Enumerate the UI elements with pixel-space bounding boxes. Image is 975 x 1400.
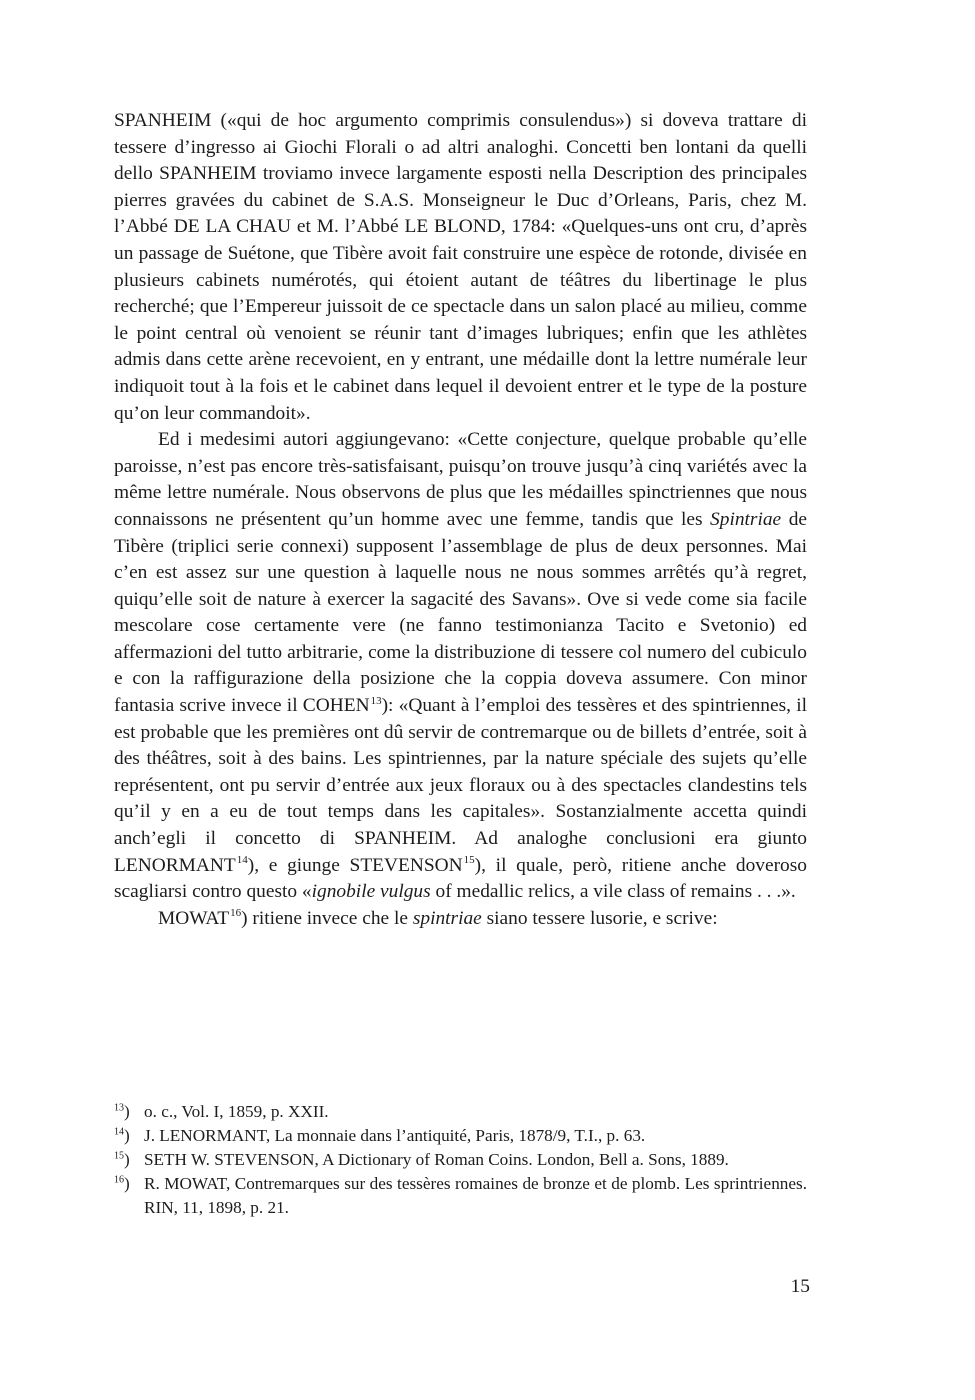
footnote-text: SETH W. STEVENSON, A Dictionary of Roman Coins. London, Bell a. Sons, 1889. <box>144 1150 729 1169</box>
text-run: of medallic relics, a vile class of remains . . .». <box>430 881 796 903</box>
footnote <box>114 1100 807 1124</box>
footnotes <box>114 1100 807 1220</box>
footnote-text: J. LENORMANT, La monnaie dans l’antiquité, Paris, 1878/9, T.I., p. 63. <box>144 1126 646 1145</box>
footnote <box>114 1124 807 1148</box>
footnote-ref-13: 13 <box>370 694 382 707</box>
footnote-text: R. MOWAT, Contremarques sur des tessères romaines de bronze et de plomb. Les sprintriennes. RIN, 11, 1898, p. 21. <box>144 1174 807 1217</box>
footnote-ref-14: 14 <box>236 854 248 867</box>
footnote-number: $^{14}$) <box>114 1126 130 1145</box>
text-run: siano tessere lusorie, e scrive: <box>481 907 718 929</box>
page-number: 15 <box>790 1276 810 1297</box>
text-run: ), e giunge STEVENSON <box>247 854 463 876</box>
body-text <box>114 108 807 932</box>
footnote-number: $^{16}$) <box>114 1174 130 1193</box>
text-run: MOWAT <box>158 907 230 929</box>
text-run: de Tibère (triplici serie connexi) supposent l’assemblage de plus de deux personnes. Mai c’en est assez sur une question à laquelle nous ne nous sommes arrêtés qu’à regret, quiqu’elle soit de nature à exercer la sagacité des Savans». Ove si vede come sia facile mescolare cose certamente vere (ne fanno testimonianza Tacito e Svetonio) ed affermazioni del tutto arbitrarie, come la distribuzione di tessere col numero del cubiculo e con la raffigurazione della posizione che la coppia doveva assumere. Con minor fantasia scrive invece il COHEN <box>114 508 807 717</box>
text-run: ): «Quant à l’emploi des tessères et des spintriennes, il est probable que les premières ont dû servir de contremarque ou de billets d’entrée, soit à des théâtres, soit à des bains. Les spintriennes, par la nature spéciale des sujets qu’elle représentent, ont pu servir d’entrée aux jeux floraux ou à des spectacles clandestins tels qu’il y en a eu de tout temps dans les capitales». Sostanzialmente accetta quindi anch’egli il concetto di SPANHEIM. Ad analoghe conclusioni era giunto LENORMANT <box>114 695 807 876</box>
italic-term: Spintriae <box>710 508 782 530</box>
text-run: ) ritiene invece che le <box>241 907 413 929</box>
footnote <box>114 1148 807 1172</box>
footnote-number: $^{13}$) <box>114 1102 130 1121</box>
footnote-ref-15: 15 <box>463 854 475 867</box>
footnote-ref-16: 16 <box>230 907 242 920</box>
italic-term: ignobile vulgus <box>311 881 431 903</box>
text-run: ), il quale, però, ritiene anche doveroso scagliarsi contro questo « <box>114 854 807 903</box>
footnote-text: o. c., Vol. I, 1859, p. XXII. <box>144 1102 329 1121</box>
paragraph-1: SPANHEIM («qui de hoc argumento comprimis consulendus») si doveva trattare di tessere d’ingresso ai Giochi Florali o ad altri analoghi. Concetti ben lontani da quelli dello SPANHEIM troviamo invece largamente esposti nella Description des principales pierres gravées du cabinet de S.A.S. Monseigneur le Duc d’Orleans, Paris, chez M. l’Abbé DE LA CHAU et M. l’Abbé LE BLOND, 1784: «Quelques-uns ont cru, d’après un passage de Suétone, que Tibère avoit fait construire une espèce de rotonde, divisée en plusieurs cabinets numérotés, qui étoient autant de téâtres du libertinage le plus recherché; que l’Empereur juissoit de ce spectacle dans un salon placé au milieu, comme le point central où venoient se réunir tant d’images lubriques; enfin que les athlètes admis dans cette arène recevoient, en y entrant, une médaille dont la lettre numérale leur indiquoit tout à la fois et le cabinet dans lequel il devoient entrer et le type de la posture qu’on leur commandoit». <box>114 110 807 424</box>
paragraph-3 <box>114 906 807 933</box>
italic-term: spintriae <box>412 907 482 929</box>
text-run: Ed i medesimi autori aggiungevano: «Cette conjecture, quelque probable qu’elle paroisse, n’est pas encore très-satisfaisant, puisqu’on trouve jusqu’à cinq variétés avec la même lettre numérale. Nous observons de plus que les médailles spinctriennes que nous connaissons ne présentent qu’un homme avec une femme, tandis que les <box>114 429 807 530</box>
paragraph-2 <box>114 427 807 906</box>
footnote-number: $^{15}$) <box>114 1150 130 1169</box>
footnote <box>114 1172 807 1220</box>
